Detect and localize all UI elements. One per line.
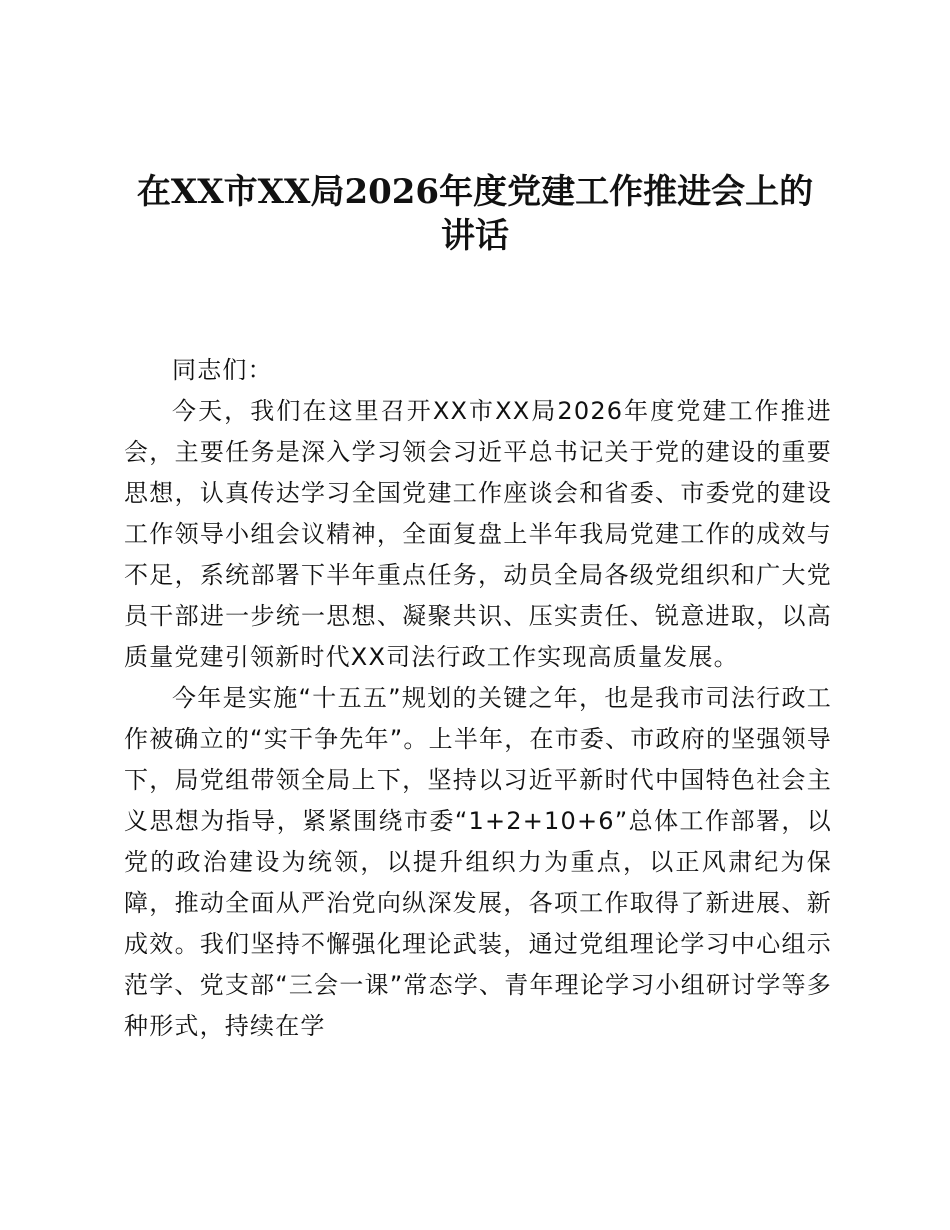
document-body: [124, 350, 832, 1047]
title-line-2: 讲话: [441, 216, 509, 256]
paragraph-1: 今天，我们在这里召开XX市XX局2026年度党建工作推进会，主要任务是深入学习领会习近平总书记关于党的建设的重要思想，认真传达学习全国党建工作座谈会和省委、市委党的建设工作领导小组会议精神，全面复盘上半年我局党建工作的成效与不足，系统部署下半年重点任务，动员全局各级党组织和广大党员干部进一步统一思想、凝聚共识、压实责任、锐意进取，以高质量党建引领新时代XX司法行政工作实现高质量发展。: [124, 397, 832, 671]
paragraph-2: 今年是实施“十五五”规划的关键之年，也是我市司法行政工作被确立的“实干争先年”。上半年，在市委、市政府的坚强领导下，局党组带领全局上下，坚持以习近平新时代中国特色社会主义思想为指导，紧紧围绕市委“1+2+10+6”总体工作部署，以党的政治建设为统领，以提升组织力为重点，以正风肃纪为保障，推动全面从严治党向纵深发展，各项工作取得了新进展、新成效。我们坚持不懈强化理论武装，通过党组理论学习中心组示范学、党支部“三会一课”常态学、青年理论学习小组研讨学等多种形式，持续在学: [124, 684, 832, 1040]
title-line-1: 在XX市XX局2026年度党建工作推进会上的: [136, 172, 814, 212]
salutation: 同志们：: [172, 356, 273, 384]
document-title: [120, 170, 830, 258]
